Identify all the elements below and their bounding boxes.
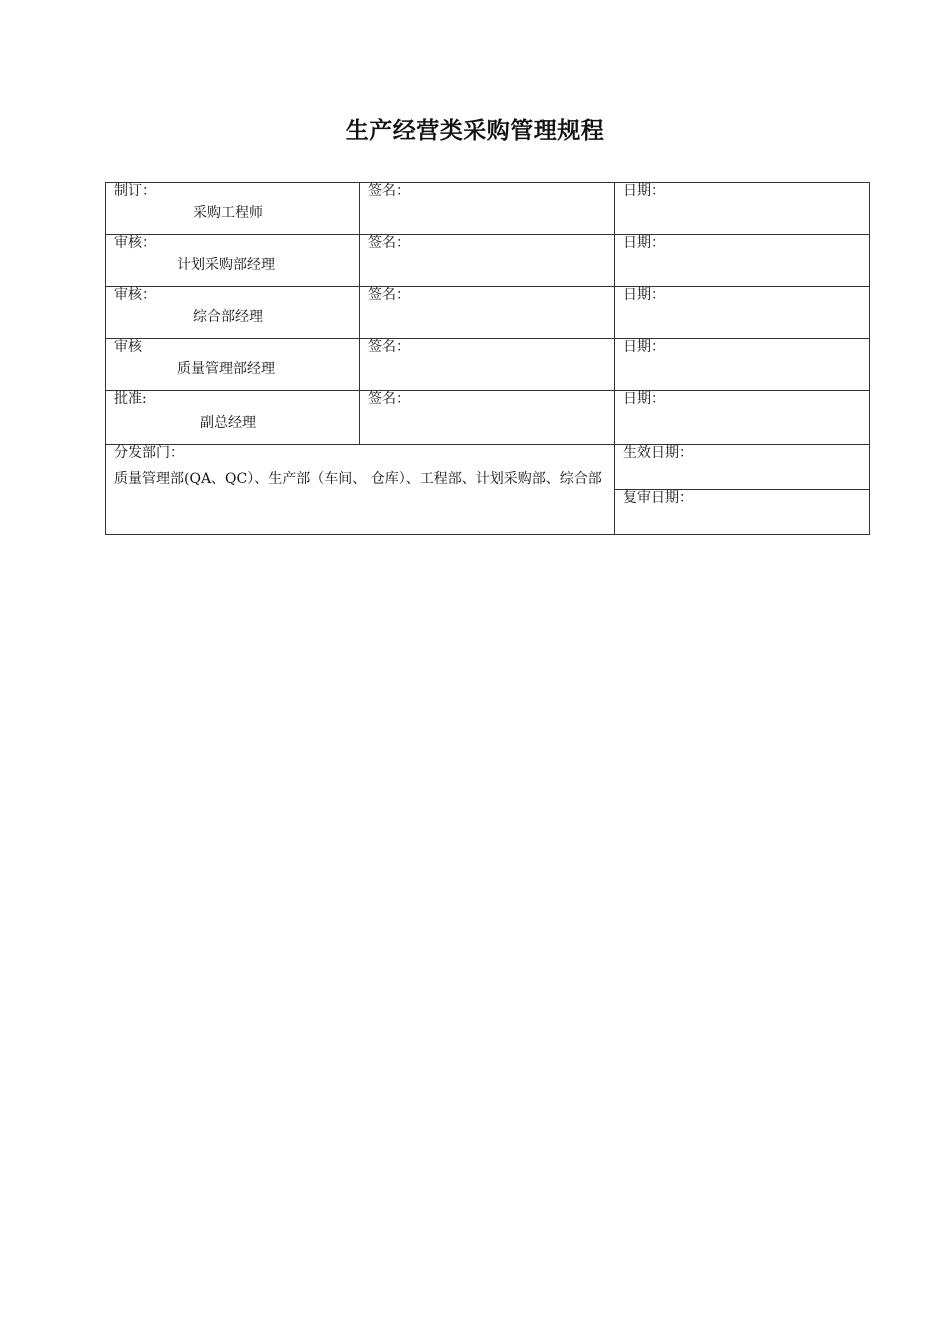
signature-cell[interactable] [360, 339, 615, 391]
role-cell [106, 391, 360, 445]
role-name: 副总经理 [200, 415, 256, 431]
date-label: 日期： [623, 287, 665, 303]
date-cell[interactable] [615, 235, 870, 287]
role-name: 质量管理部经理 [177, 361, 275, 377]
role-cell [106, 287, 360, 339]
document-title: 生产经营类采购管理规程 [345, 118, 605, 144]
distribution-departments: 质量管理部(QA、QC）、生产部（车间、 仓库）、工程部、计划采购部、综合部 [114, 471, 602, 487]
role-name: 综合部经理 [193, 309, 263, 325]
role-cell [106, 183, 360, 235]
row-label: 审核： [114, 235, 156, 251]
signature-label: 签名： [368, 339, 410, 355]
date-cell[interactable] [615, 391, 870, 445]
review-date-cell[interactable] [615, 490, 870, 535]
signature-label: 签名： [368, 391, 410, 407]
distribution-row [106, 445, 870, 490]
date-label: 日期： [623, 183, 665, 199]
signature-cell[interactable] [360, 235, 615, 287]
approval-row-review-quality [106, 339, 870, 391]
distribution-label: 分发部门： [114, 445, 184, 461]
distribution-cell [106, 445, 615, 535]
signature-cell[interactable] [360, 391, 615, 445]
role-name: 采购工程师 [193, 205, 263, 221]
approval-row-drafted [106, 183, 870, 235]
row-label: 审核 [114, 339, 142, 355]
row-label: 审核： [114, 287, 156, 303]
date-cell[interactable] [615, 183, 870, 235]
role-cell [106, 235, 360, 287]
signature-cell[interactable] [360, 287, 615, 339]
effective-date-label: 生效日期： [623, 445, 693, 461]
role-name: 计划采购部经理 [177, 257, 275, 273]
date-label: 日期： [623, 235, 665, 251]
row-label: 制订： [114, 183, 156, 199]
effective-date-cell[interactable] [615, 445, 870, 490]
approval-row-review-planning [106, 235, 870, 287]
approval-table [105, 182, 870, 535]
signature-cell[interactable] [360, 183, 615, 235]
date-cell[interactable] [615, 339, 870, 391]
row-label: 批准: [114, 391, 147, 407]
signature-label: 签名： [368, 183, 410, 199]
approval-row-review-general [106, 287, 870, 339]
review-date-label: 复审日期： [623, 490, 693, 506]
signature-label: 签名： [368, 235, 410, 251]
role-cell [106, 339, 360, 391]
date-label: 日期： [623, 339, 665, 355]
approval-row-approved [106, 391, 870, 445]
date-label: 日期： [623, 391, 665, 407]
date-cell[interactable] [615, 287, 870, 339]
signature-label: 签名： [368, 287, 410, 303]
